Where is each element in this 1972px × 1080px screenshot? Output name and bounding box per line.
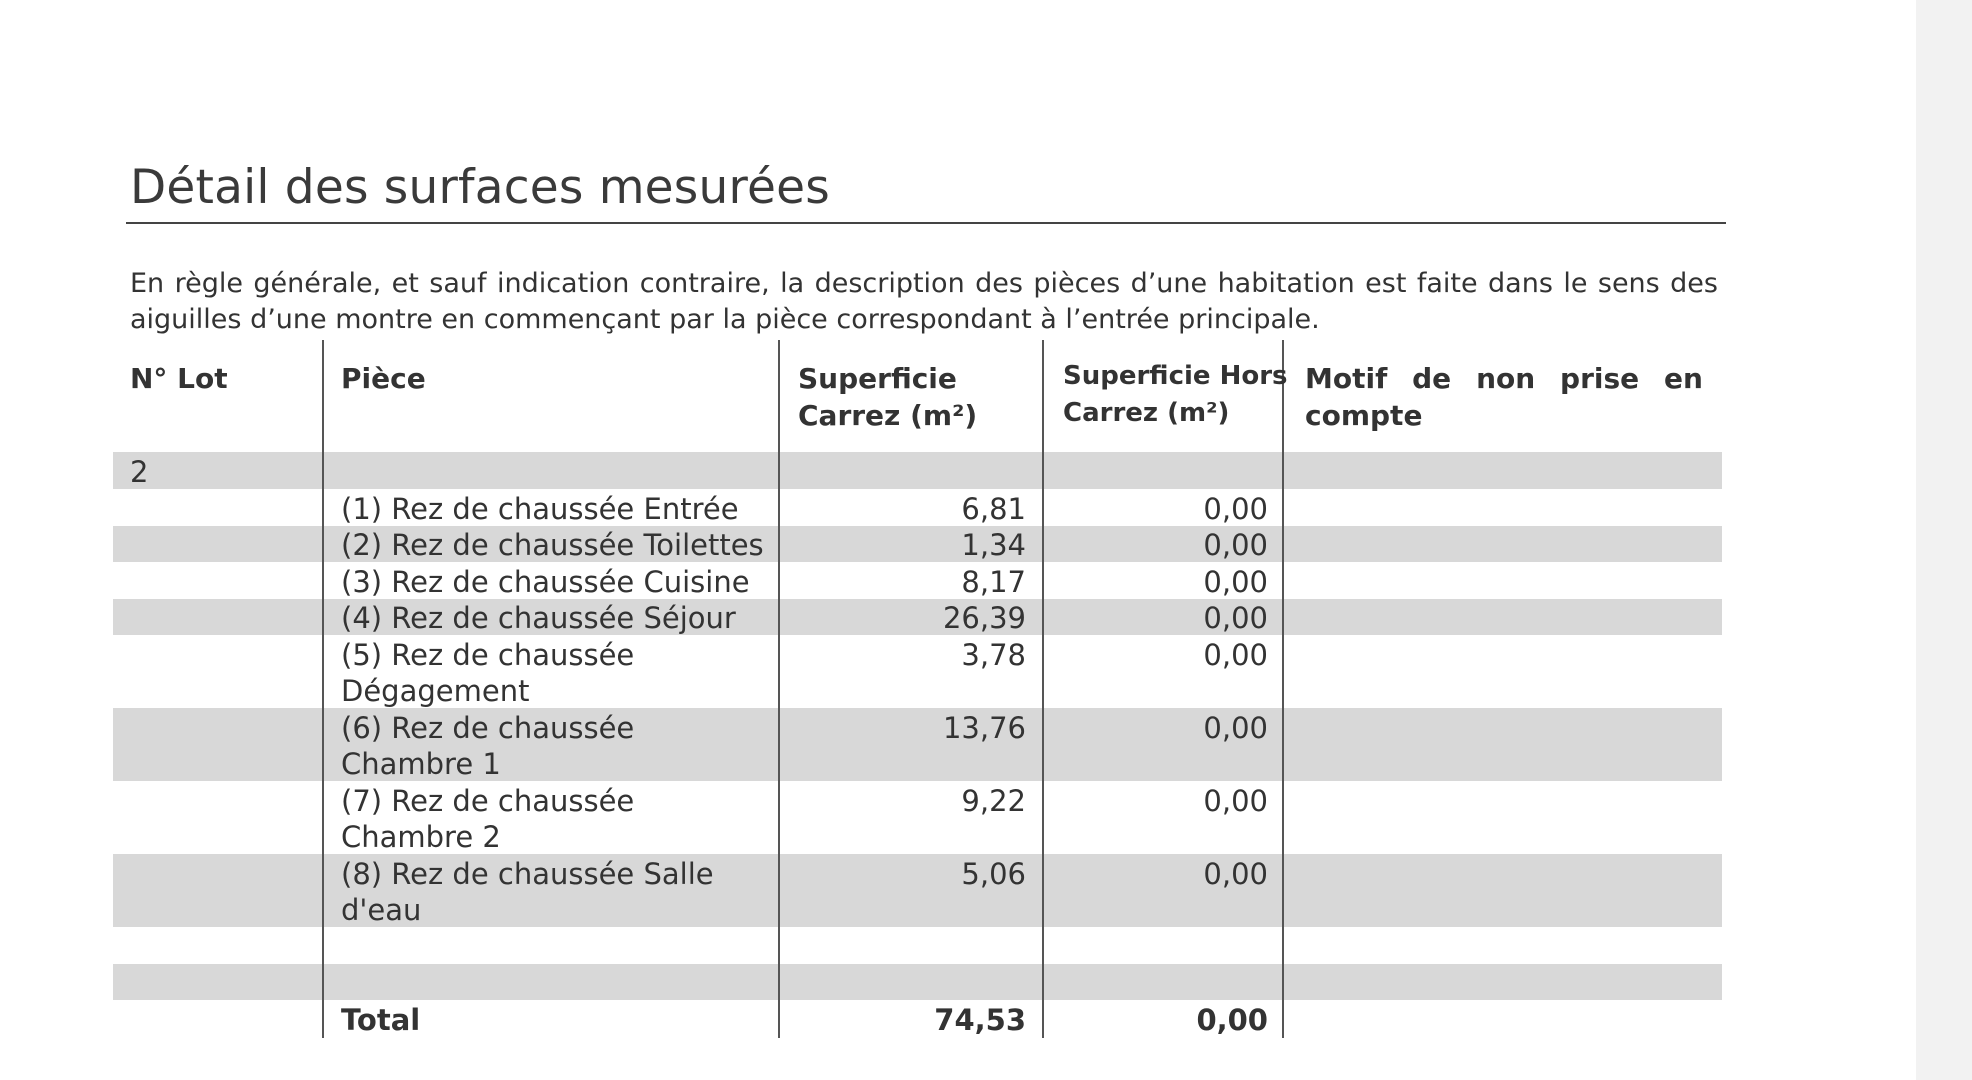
piece-name-line2: Chambre 2 — [341, 820, 501, 854]
header-carrez-line1: Superficie — [798, 362, 957, 395]
hors-carrez-value: 0,00 — [1203, 638, 1268, 672]
section-title: Détail des surfaces mesurées — [130, 160, 830, 215]
header-motif-word: en — [1664, 362, 1703, 395]
hors-carrez-value: 0,00 — [1203, 492, 1268, 526]
column-divider-piece — [322, 340, 324, 1038]
carrez-value: 9,22 — [961, 784, 1026, 818]
piece-name-line2: d'eau — [341, 893, 422, 927]
piece-name-line2: Dégagement — [341, 674, 530, 708]
piece-name: (8) Rez de chaussée Salle — [341, 857, 714, 891]
header-hors-line1: Superficie Hors — [1063, 361, 1288, 391]
carrez-value: 6,81 — [961, 492, 1026, 526]
piece-name-line2: Chambre 1 — [341, 747, 501, 781]
piece-name: (5) Rez de chaussée — [341, 638, 635, 672]
header-motif-line2: compte — [1305, 399, 1423, 432]
header-piece: Pièce — [341, 362, 426, 395]
hors-carrez-value: 0,00 — [1203, 565, 1268, 599]
piece-name: (6) Rez de chaussée — [341, 711, 635, 745]
hors-carrez-value: 0,00 — [1203, 711, 1268, 745]
carrez-value: 13,76 — [942, 711, 1026, 745]
total-hors-carrez-value: 0,00 — [1196, 1003, 1268, 1037]
lot-number: 2 — [130, 455, 149, 489]
header-hors-line2: Carrez (m²) — [1063, 398, 1230, 428]
total-carrez-value: 74,53 — [934, 1003, 1026, 1037]
header-carrez-line2: Carrez (m²) — [798, 399, 978, 432]
piece-name: (4) Rez de chaussée Séjour — [341, 601, 736, 635]
header-motif-word: de — [1412, 362, 1452, 395]
header-lot: N° Lot — [130, 362, 228, 395]
piece-name: (3) Rez de chaussée Cuisine — [341, 565, 750, 599]
piece-name: (2) Rez de chaussée Toilettes — [341, 528, 764, 562]
row-band-empty — [113, 964, 1722, 1000]
side-panel — [1916, 0, 1972, 1080]
column-divider-carrez — [778, 340, 780, 1038]
hors-carrez-value: 0,00 — [1203, 528, 1268, 562]
header-motif-line1 — [1305, 360, 1703, 397]
header-motif-word: prise — [1560, 362, 1640, 395]
total-label: Total — [341, 1003, 421, 1037]
piece-name: (1) Rez de chaussée Entrée — [341, 492, 739, 526]
carrez-value: 26,39 — [942, 601, 1026, 635]
column-divider-hors — [1042, 340, 1044, 1038]
header-motif-word: non — [1476, 362, 1536, 395]
carrez-value: 1,34 — [961, 528, 1026, 562]
hors-carrez-value: 0,00 — [1203, 857, 1268, 891]
intro-paragraph: En règle générale, et sauf indication contraire, la description des pièces d’une habitation est faite dans le sens des aiguilles d’une montre en commençant par la pièce correspondant à l’entrée principale. — [130, 268, 1718, 335]
hors-carrez-value: 0,00 — [1203, 601, 1268, 635]
row-band-lot — [113, 452, 1722, 489]
hors-carrez-value: 0,00 — [1203, 784, 1268, 818]
piece-name: (7) Rez de chaussée — [341, 784, 635, 818]
carrez-value: 8,17 — [961, 565, 1026, 599]
column-divider-motif — [1282, 340, 1284, 1038]
header-motif-word: Motif — [1305, 362, 1388, 395]
carrez-value: 5,06 — [961, 857, 1026, 891]
carrez-value: 3,78 — [961, 638, 1026, 672]
title-underline — [126, 222, 1726, 224]
